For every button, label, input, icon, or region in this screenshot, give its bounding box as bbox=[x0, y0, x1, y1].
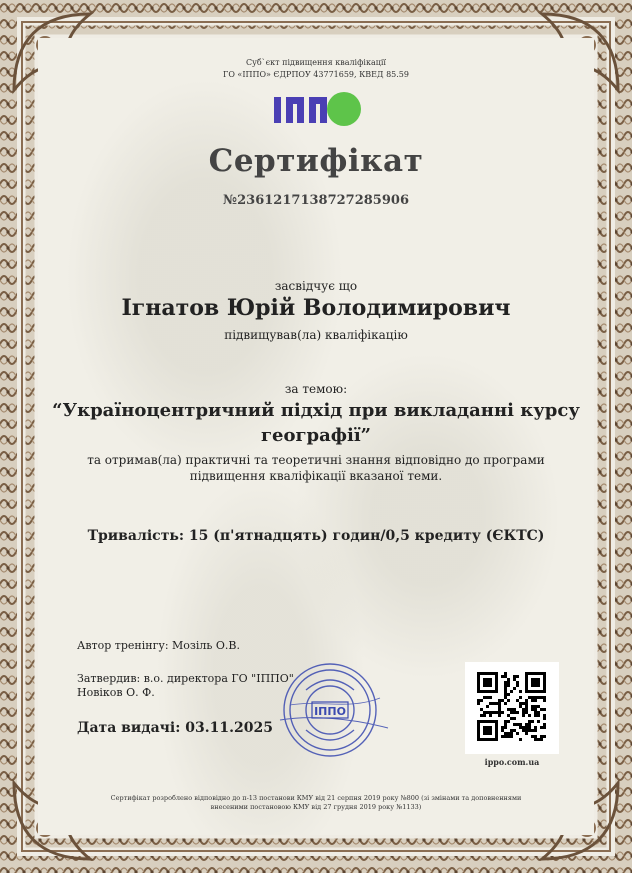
footer-line-1: Сертифікат розроблено відповідно до п-13 постанови КМУ від 21 серпня 2019 року №800 (зі змінами та доповненнями bbox=[110, 794, 522, 802]
stamp-text: ІППО bbox=[314, 705, 346, 718]
topic-line-2: географії” bbox=[260, 425, 372, 446]
received-line-1: та отримав(ла) практичні та теоретичні знання відповідно до програми bbox=[87, 453, 545, 467]
certificate-number: №2361217138727285906 bbox=[223, 193, 409, 208]
improved-text: підвищував(ла) кваліфікацію bbox=[224, 328, 408, 342]
official-stamp bbox=[270, 660, 390, 760]
approved-line-1: Затвердив: в.о. директора ГО "ІППО" bbox=[77, 672, 294, 685]
ippo-logo bbox=[272, 92, 364, 128]
approved-line-2: Новіков О. Ф. bbox=[77, 686, 155, 699]
certifies-text: засвідчує що bbox=[274, 279, 358, 293]
author-text: Автор тренінгу: Мозіль О.В. bbox=[77, 639, 240, 652]
qr-caption: ippo.com.ua bbox=[484, 757, 540, 767]
duration-text: Тривалість: 15 (п'ятнадцять) годин/0,5 кредиту (ЄКТС) bbox=[87, 528, 545, 544]
recipient-name: Ігнатов Юрій Володимирович bbox=[121, 295, 511, 321]
issuer-line-1: Суб`єкт підвищення кваліфікації bbox=[246, 58, 386, 67]
issue-date: Дата видачі: 03.11.2025 bbox=[77, 720, 273, 736]
topic-line-1: “Україноцентричний підхід при викладанні курсу bbox=[52, 400, 580, 421]
issuer-line-2: ГО «ІППО» ЄДРПОУ 43771659, КВЕД 85.59 bbox=[223, 70, 409, 79]
certificate-title: Сертифікат bbox=[208, 143, 424, 179]
qr-code[interactable] bbox=[465, 662, 559, 754]
topic-label: за темою: bbox=[284, 382, 348, 396]
received-line-2: підвищення кваліфікації вказаної теми. bbox=[189, 469, 443, 483]
footer-line-2: внесеними постановою КМУ від 27 грудня 2019 року №1133) bbox=[210, 803, 422, 811]
